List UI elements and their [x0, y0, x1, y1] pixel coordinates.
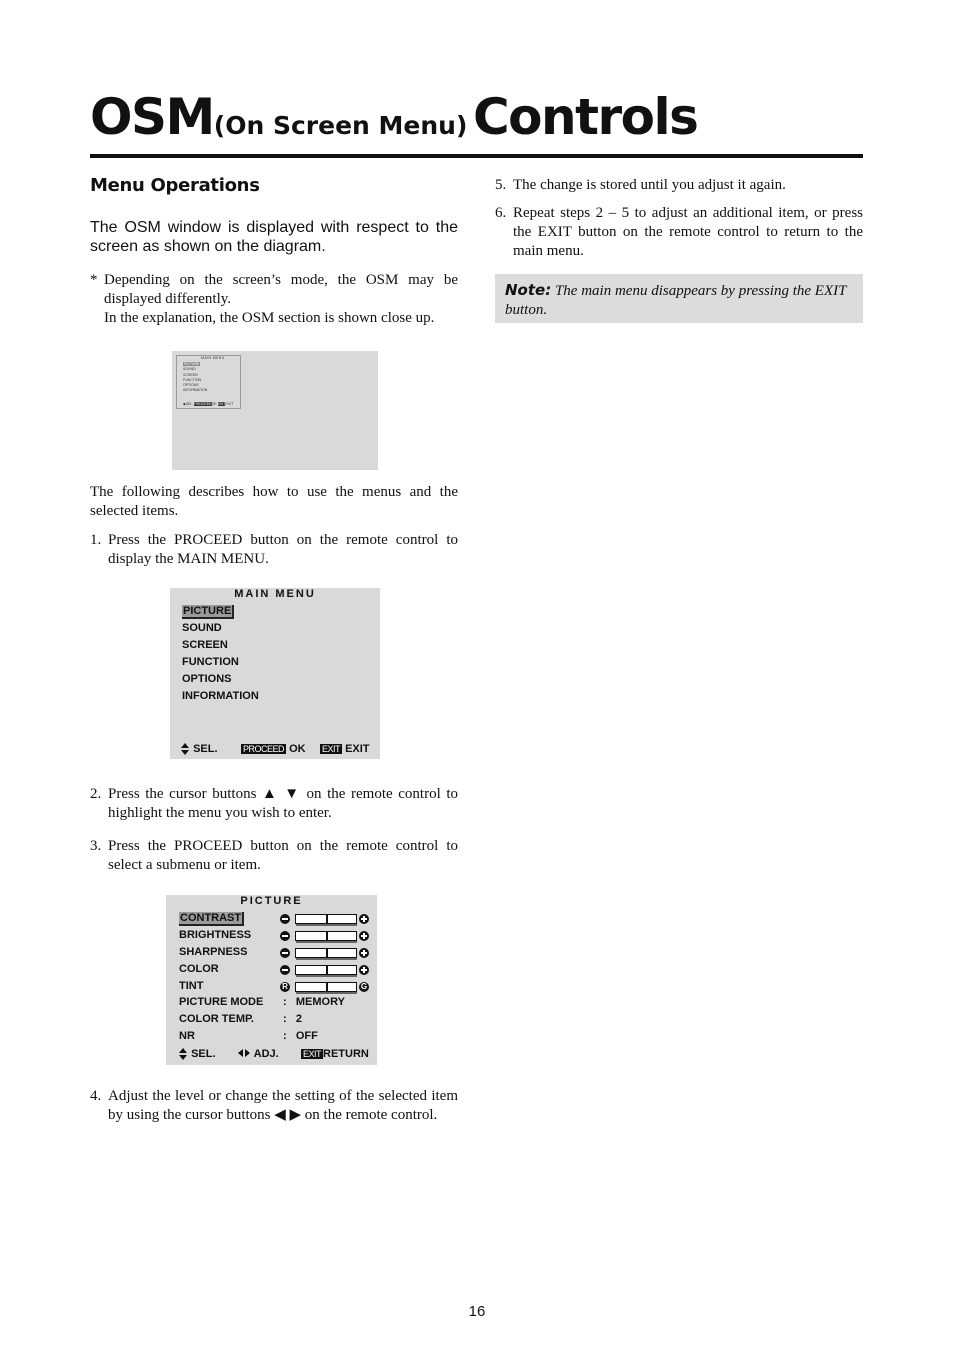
proceed-ok-hint: PROCEED OK [243, 743, 306, 755]
mode-note-line1: Depending on the screen’s mode, the OSM may be displayed differently. [104, 272, 458, 307]
menu-item-function[interactable]: FUNCTION [182, 656, 239, 668]
intro-paragraph: The OSM window is displayed with respect to the screen as shown on the diagram. [90, 219, 458, 255]
green-g-icon: G [360, 982, 368, 991]
mode-note-line2: In the explanation, the OSM section is shown close up. [104, 310, 435, 326]
title-subtitle: (On Screen Menu) [213, 111, 468, 140]
slider-row-sharpness[interactable]: SHARPNESS [179, 946, 374, 962]
setting-row-color-temp[interactable]: COLOR TEMP. : 2 [179, 1013, 302, 1025]
plus-icon [359, 965, 369, 975]
minus-icon [280, 914, 290, 924]
note-box [495, 274, 863, 323]
page-number: 16 [468, 1303, 486, 1320]
proceed-tag: PROCEED [243, 744, 285, 754]
screen-diagram [172, 351, 378, 470]
setting-row-picture-mode[interactable]: PICTURE MODE : MEMORY [179, 996, 345, 1008]
main-menu-osm [170, 588, 380, 759]
setting-row-nr[interactable]: NR : OFF [179, 1030, 318, 1042]
minus-icon [280, 965, 290, 975]
asterisk: * [90, 272, 98, 288]
title-rule [90, 154, 863, 158]
slider-row-brightness[interactable]: BRIGHTNESS [179, 929, 374, 945]
mode-note [90, 271, 458, 328]
main-menu-footer: SEL. [181, 743, 218, 755]
picture-menu-footer-return: EXIT RETURN [303, 1048, 369, 1060]
picture-menu-osm [166, 895, 377, 1065]
plus-icon [359, 931, 369, 941]
left-right-arrows-icon [238, 1049, 251, 1058]
note-text: Note: The main menu disappears by pressing the EXIT button. [505, 281, 847, 318]
main-menu-title: MAIN MENU [234, 588, 316, 600]
mini-menu-footer: ◆SEL. PROCEEDOK EXITEXIT [183, 402, 234, 406]
title-controls: Controls [472, 88, 698, 146]
menu-item-screen[interactable]: SCREEN [182, 639, 228, 651]
step-2: 2. Press the cursor buttons ▲ ▼ on the remote control to highlight the menu you wish to enter. [90, 786, 458, 821]
slider-row-color[interactable]: COLOR [179, 963, 374, 979]
plus-icon [359, 948, 369, 958]
note-label: Note: [505, 281, 552, 299]
exit-tag: EXIT [322, 744, 341, 754]
mini-menu-item: FUNCTION [183, 377, 202, 382]
slider-row-contrast[interactable]: CONTRAST [179, 912, 374, 928]
mini-menu-item: SOUND [183, 367, 196, 372]
step-6: 6. Repeat steps 2 – 5 to adjust an additional item, or press the EXIT button on the remote control to return to the main menu. [495, 205, 863, 259]
level-bar[interactable] [295, 965, 357, 975]
menu-item-information[interactable]: INFORMATION [182, 690, 259, 702]
step-5: 5. The change is stored until you adjust it again. [495, 177, 786, 193]
mini-menu-item: INFORMATION [183, 388, 208, 393]
menu-item-picture[interactable]: PICTURE [182, 605, 234, 617]
follow-paragraph: The following describes how to use the menus and the selected items. [90, 484, 458, 519]
menu-item-options[interactable]: OPTIONS [182, 673, 232, 685]
level-bar[interactable] [295, 948, 357, 958]
section-heading: Menu Operations [90, 175, 260, 196]
step-3: 3. Press the PROCEED button on the remote control to select a submenu or item. [90, 838, 458, 873]
minus-icon [280, 931, 290, 941]
page-title [90, 88, 697, 146]
plus-icon [359, 914, 369, 924]
step-4: 4. Adjust the level or change the setting of the selected item by using the cursor buttons ◀ ▶ on the remote control. [90, 1088, 458, 1123]
picture-menu-footer-sel: SEL. [179, 1048, 216, 1060]
level-bar[interactable] [295, 914, 357, 924]
level-bar[interactable] [295, 931, 357, 941]
mini-menu-title: MAIN MENU [201, 356, 225, 360]
screen-diagram-osm-window [176, 355, 241, 409]
minus-icon [280, 948, 290, 958]
exit-hint: EXIT EXIT [322, 743, 370, 755]
mini-menu-item: OPTIONS [183, 383, 199, 388]
picture-menu-footer-adj: ADJ. [238, 1048, 279, 1060]
mini-menu-items [183, 362, 207, 394]
up-down-arrows-icon [179, 1048, 188, 1060]
title-osm: OSM [90, 88, 214, 146]
mini-menu-item: PICTURE [184, 362, 200, 366]
exit-tag: EXIT [303, 1049, 322, 1059]
step-1: 1. Press the PROCEED button on the remote control to display the MAIN MENU. [90, 532, 458, 567]
level-bar[interactable] [295, 982, 357, 992]
slider-row-tint[interactable]: TINT R G [179, 980, 368, 992]
menu-item-sound[interactable]: SOUND [182, 622, 222, 634]
picture-menu-title: PICTURE [240, 895, 303, 907]
up-down-arrows-icon [181, 743, 190, 755]
red-r-icon: R [280, 982, 290, 992]
mini-menu-item: SCREEN [183, 372, 198, 377]
